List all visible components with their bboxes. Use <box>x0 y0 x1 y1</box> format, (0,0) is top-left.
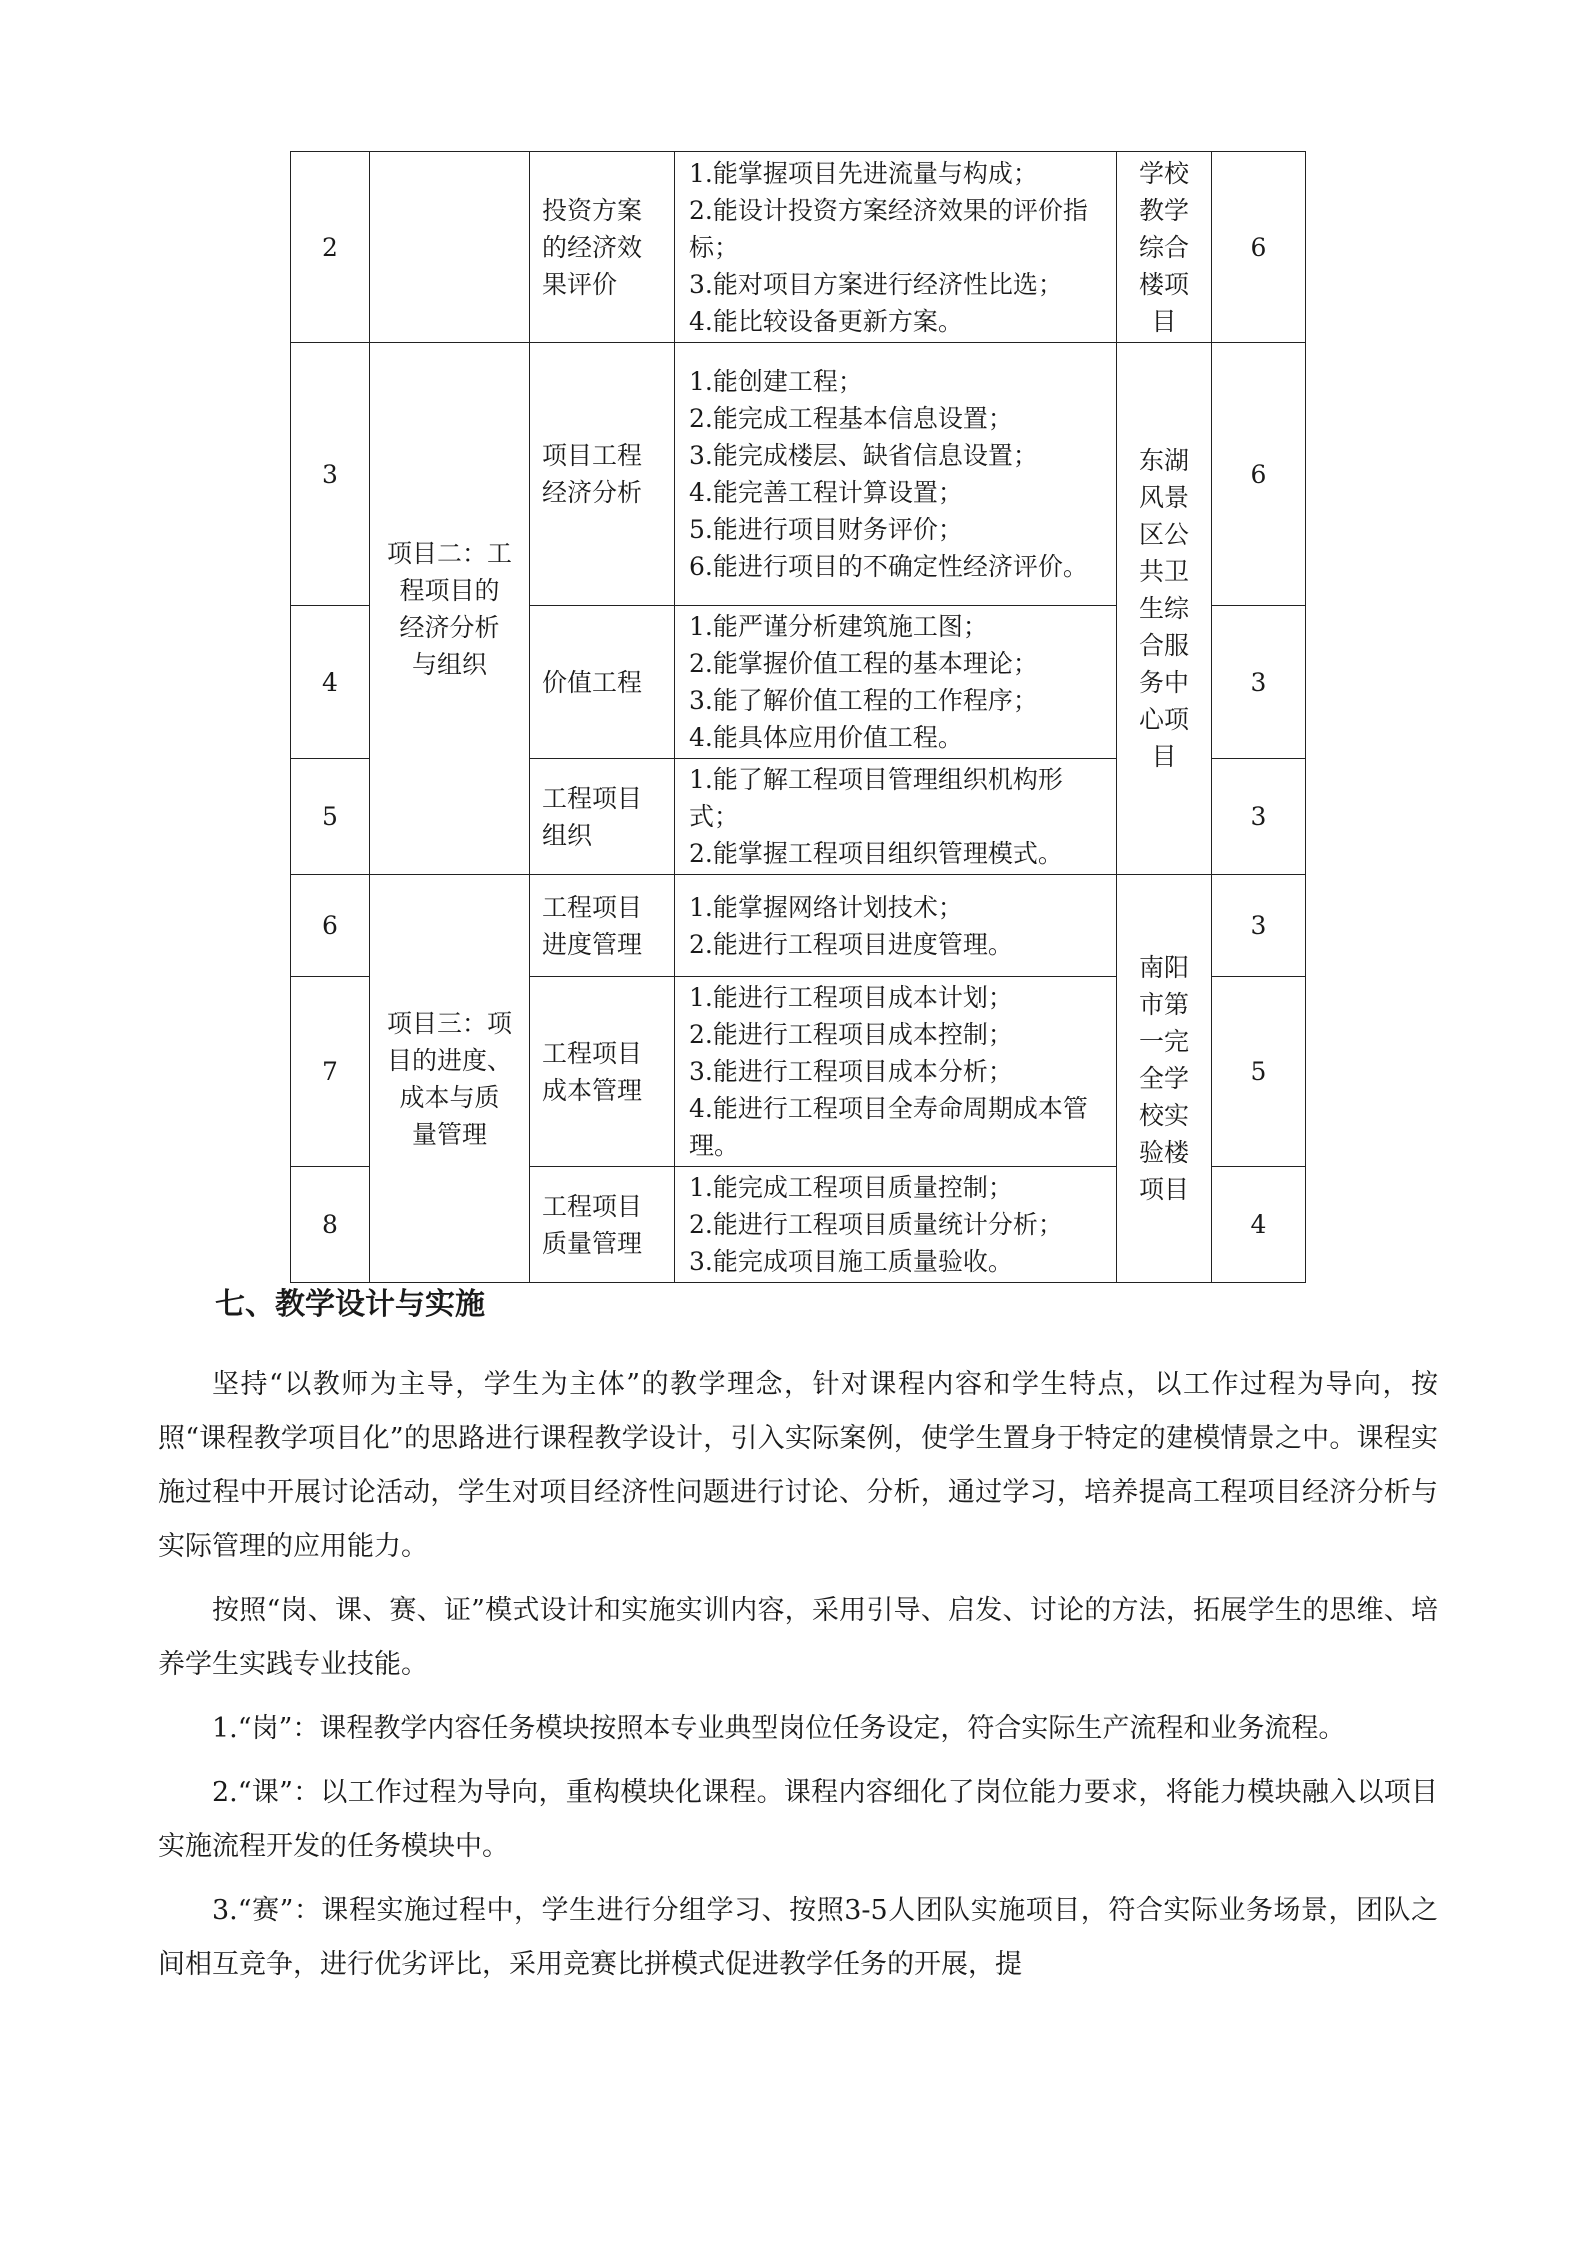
task-line: 投资方案 <box>542 195 643 225</box>
carrier-line: 目 <box>1151 306 1177 336</box>
curriculum-table <box>290 151 1306 1283</box>
carrier-line: 合服 <box>1139 631 1190 660</box>
capability-item: 4.能完善工程计算设置； <box>689 478 963 507</box>
task-line: 价值工程 <box>542 667 643 697</box>
capability-item: 3.能完成楼层、缺省信息设置； <box>689 441 1038 470</box>
capability-item: 4.能具体应用价值工程。 <box>689 723 963 752</box>
task-line: 成本管理 <box>542 1075 643 1105</box>
task-line: 进度管理 <box>542 929 643 959</box>
capability-item: 2.能掌握价值工程的基本理论； <box>689 649 1038 678</box>
carrier-line: 风景 <box>1139 483 1190 512</box>
carrier-line: 市第 <box>1139 990 1190 1019</box>
task-line: 工程项目 <box>542 892 643 922</box>
carrier-line: 南阳 <box>1139 953 1190 982</box>
hours: 4 <box>1212 1167 1306 1283</box>
hours: 3 <box>1212 606 1306 759</box>
row-number: 2 <box>291 152 370 343</box>
module-line: 项目三：项 <box>386 1008 512 1038</box>
capability-item: 6.能进行项目的不确定性经济评价。 <box>689 552 1088 581</box>
module-line: 经济分析 <box>399 612 500 642</box>
carrier-line: 学校 <box>1139 158 1190 188</box>
task-name <box>530 875 675 977</box>
capability-item: 2.能掌握工程项目组织管理模式。 <box>689 839 1063 868</box>
capability-item: 3.能进行工程项目成本分析； <box>689 1057 1013 1086</box>
capability-item: 1.能掌握项目先进流量与构成； <box>689 158 1038 188</box>
carrier-line: 心项 <box>1139 705 1190 734</box>
task-name <box>530 1167 675 1283</box>
task-line: 果评价 <box>542 269 618 299</box>
row-number: 6 <box>291 875 370 977</box>
task-name <box>530 343 675 606</box>
row-number: 7 <box>291 977 370 1167</box>
capability-item: 1.能了解工程项目管理组织机构形式； <box>689 765 1063 831</box>
capability-item: 1.能严谨分析建筑施工图； <box>689 612 988 641</box>
paragraph: 3.“赛”：课程实施过程中，学生进行分组学习、按照3-5人团队实施项目，符合实际业务场景，团队之间相互竞争，进行优劣评比，采用竞赛比拼模式促进教学任务的开展，提 <box>158 1895 1438 1980</box>
table-row <box>291 152 1306 343</box>
carrier-line: 一完 <box>1139 1027 1190 1056</box>
capability-item: 5.能进行项目财务评价； <box>689 515 963 544</box>
task-line: 经济分析 <box>542 478 643 507</box>
section-heading: 七、教学设计与实施 <box>215 1287 485 1322</box>
hours: 6 <box>1212 343 1306 606</box>
task-line: 项目工程 <box>542 441 643 470</box>
carrier-line: 目 <box>1151 742 1177 771</box>
capability-item: 3.能了解价值工程的工作程序； <box>689 686 1038 715</box>
module-line: 量管理 <box>411 1119 487 1149</box>
capability-item: 3.能对项目方案进行经济性比选； <box>689 269 1063 299</box>
capability-item: 2.能进行工程项目质量统计分析； <box>689 1210 1063 1239</box>
module-line: 与组织 <box>411 649 487 679</box>
module-cell-empty <box>370 152 530 343</box>
carrier-line: 教学 <box>1139 195 1190 225</box>
capability-item: 2.能完成工程基本信息设置； <box>689 404 1013 433</box>
paragraph: 1.“岗”：课程教学内容任务模块按照本专业典型岗位任务设定，符合实际生产流程和业务流程。 <box>212 1713 1346 1744</box>
capability-list <box>675 875 1117 977</box>
carrier-line: 生综 <box>1139 594 1190 623</box>
carrier-donghu <box>1117 343 1212 875</box>
capability-list <box>675 152 1117 343</box>
carrier-line: 务中 <box>1139 668 1190 697</box>
capability-item: 1.能创建工程； <box>689 367 863 396</box>
task-line: 工程项目 <box>542 1038 643 1068</box>
paragraph: 2.“课”：以工作过程为导向，重构模块化课程。课程内容细化了岗位能力要求，将能力模块融入以项目实施流程开发的任务模块中。 <box>158 1777 1438 1862</box>
carrier-line: 验楼 <box>1139 1138 1190 1167</box>
task-name <box>530 152 675 343</box>
capability-list <box>675 343 1117 606</box>
row-number: 3 <box>291 343 370 606</box>
capability-list <box>675 1167 1117 1283</box>
capability-item: 4.能进行工程项目全寿命周期成本管理。 <box>689 1094 1088 1160</box>
task-line: 组织 <box>542 820 593 850</box>
capability-item: 1.能完成工程项目质量控制； <box>689 1173 1013 1202</box>
section-body <box>158 1358 1438 2002</box>
carrier-school <box>1117 152 1212 343</box>
task-line: 工程项目 <box>542 1191 643 1221</box>
carrier-line: 综合 <box>1139 232 1190 262</box>
row-number: 5 <box>291 759 370 875</box>
capability-item: 4.能比较设备更新方案。 <box>689 306 963 336</box>
hours: 6 <box>1212 152 1306 343</box>
paragraph: 按照“岗、课、赛、证”模式设计和实施实训内容，采用引导、启发、讨论的方法，拓展学生的思维、培养学生实践专业技能。 <box>158 1595 1438 1680</box>
row-number: 8 <box>291 1167 370 1283</box>
table-row <box>291 875 1306 977</box>
capability-list <box>675 977 1117 1167</box>
carrier-line: 区公 <box>1139 520 1190 549</box>
capability-item: 2.能进行工程项目进度管理。 <box>689 929 1013 959</box>
task-line: 质量管理 <box>542 1228 643 1258</box>
task-name <box>530 759 675 875</box>
carrier-nanyang <box>1117 875 1212 1283</box>
module-project3 <box>370 875 530 1283</box>
row-number: 4 <box>291 606 370 759</box>
table-row <box>291 343 1306 606</box>
task-line: 工程项目 <box>542 783 643 813</box>
module-line: 程项目的 <box>399 575 500 605</box>
capability-item: 2.能进行工程项目成本控制； <box>689 1020 1013 1049</box>
hours: 3 <box>1212 875 1306 977</box>
task-line: 的经济效 <box>542 232 643 262</box>
carrier-line: 楼项 <box>1139 269 1190 299</box>
task-name <box>530 977 675 1167</box>
carrier-line: 校实 <box>1139 1101 1190 1130</box>
carrier-line: 全学 <box>1139 1064 1190 1093</box>
capability-item: 1.能进行工程项目成本计划； <box>689 983 1013 1012</box>
carrier-line: 东湖 <box>1139 446 1190 475</box>
module-line: 项目二：工 <box>386 538 512 568</box>
carrier-line: 项目 <box>1139 1175 1190 1204</box>
task-name <box>530 606 675 759</box>
capability-list <box>675 759 1117 875</box>
module-project2 <box>370 343 530 875</box>
capability-item: 2.能设计投资方案经济效果的评价指标； <box>689 195 1088 262</box>
carrier-line: 共卫 <box>1139 557 1190 586</box>
paragraph: 坚持“以教师为主导，学生为主体”的教学理念，针对课程内容和学生特点，以工作过程为导向，按照“课程教学项目化”的思路进行课程教学设计，引入实际案例，使学生置身于特定的建模情景之中。课程实施过程中开展讨论活动，学生对项目经济性问题进行讨论、分析，通过学习，培养提高工程项目经济分析与实际管理的应用能力。 <box>158 1369 1438 1562</box>
capability-item: 3.能完成项目施工质量验收。 <box>689 1247 1013 1276</box>
hours: 5 <box>1212 977 1306 1167</box>
module-line: 目的进度、 <box>386 1045 512 1075</box>
capability-list <box>675 606 1117 759</box>
hours: 3 <box>1212 759 1306 875</box>
capability-item: 1.能掌握网络计划技术； <box>689 892 963 922</box>
module-line: 成本与质 <box>399 1082 500 1112</box>
